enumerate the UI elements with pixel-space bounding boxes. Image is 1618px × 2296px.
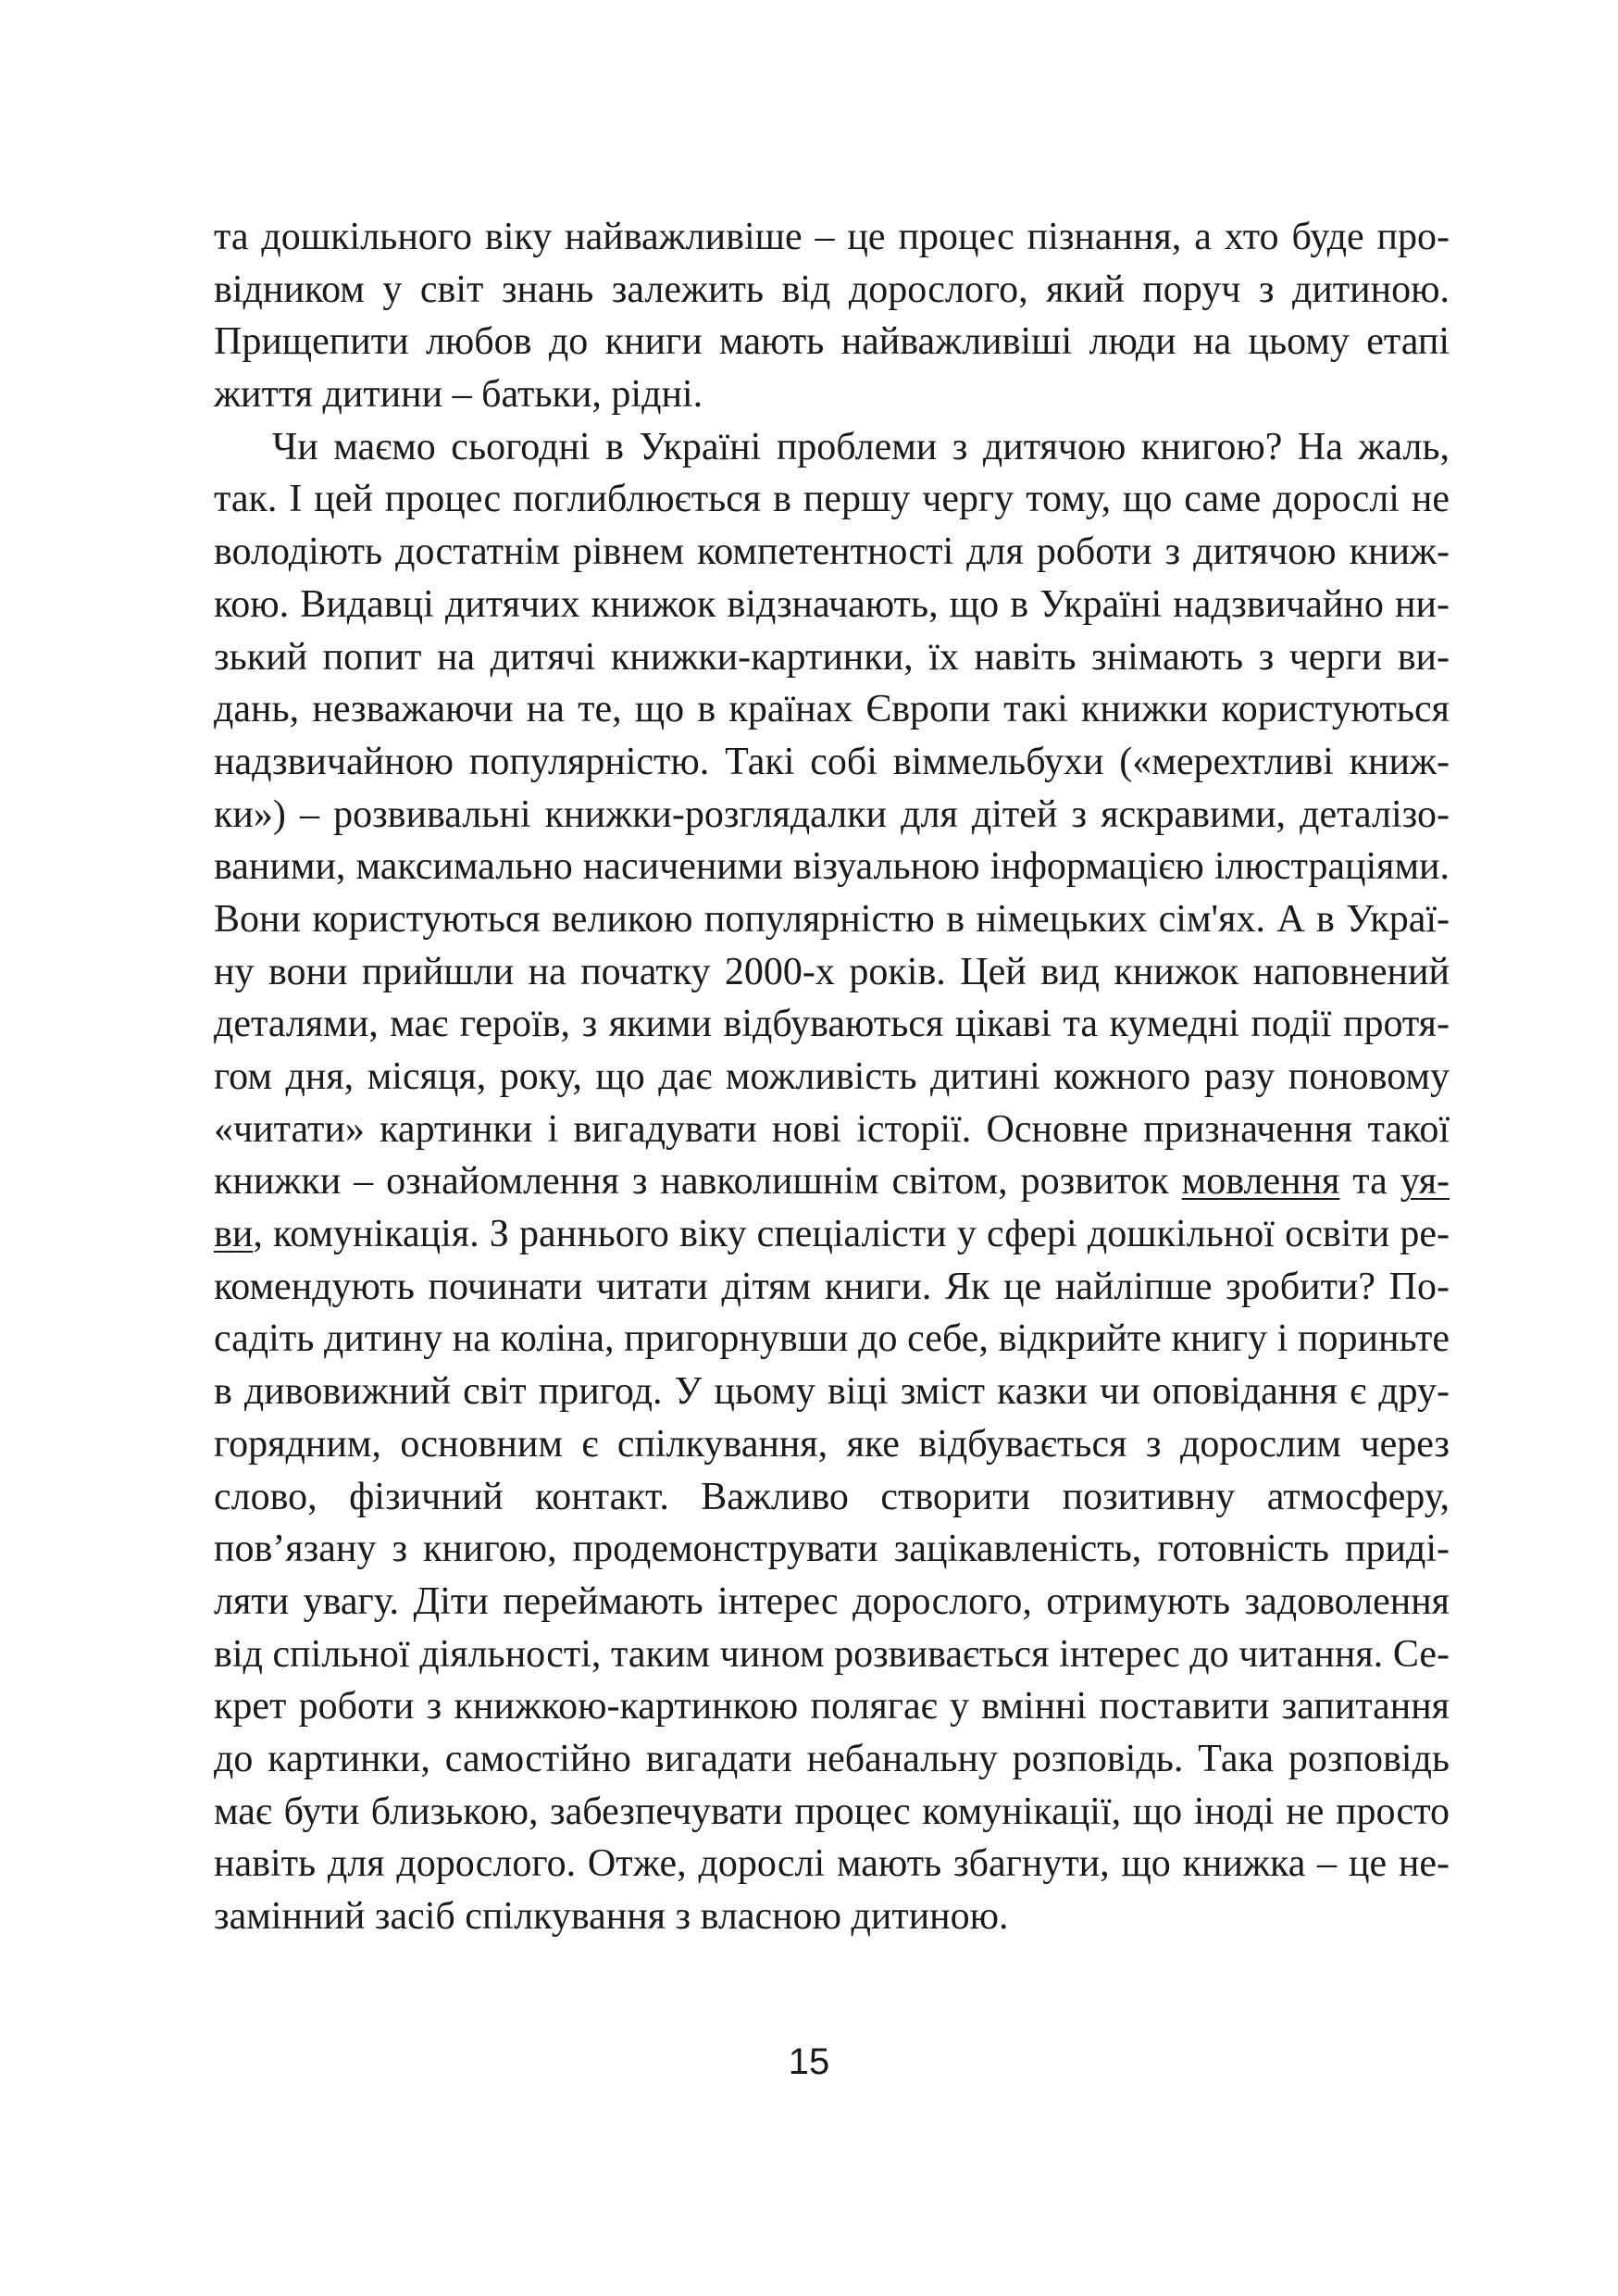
- text-line: від спільної діяльності, таким чином розвивається інтерес до читання. Се-: [214, 1632, 1450, 1676]
- text-line: життя дитини – батьки, рідні.: [214, 373, 703, 417]
- text-line-with-links: [214, 1155, 1450, 1208]
- text-line: пов’язану з книгою, продемонструвати зацікавленість, готовність приді-: [214, 1528, 1450, 1571]
- text-line: комендують починати читати дітям книги. Як це найліпше зробити? По-: [214, 1265, 1450, 1308]
- underlined-link-movlennia[interactable]: мовлення: [1181, 1160, 1340, 1204]
- text-segment: , комунікація. З раннього віку спеціалісти у сфері дошкільної освіти ре-: [253, 1213, 1450, 1256]
- text-line: в дивовижний світ пригод. У цьому віці зміст казки чи оповідання є дру-: [214, 1370, 1450, 1414]
- text-line: має бути близькою, забезпечувати процес комунікації, що іноді не просто: [214, 1790, 1450, 1833]
- text-line: деталями, має героїв, з якими відбуваються цікаві та кумедні події протя-: [214, 1003, 1450, 1046]
- text-line: володіють достатнім рівнем компетентності для роботи з дитячою книж-: [214, 530, 1450, 574]
- text-line: садіть дитину на коліна, пригорнувши до себе, відкрийте книгу і пориньте: [214, 1317, 1450, 1361]
- text-segment: книжки – ознайомлення з навколишнім світом, розвиток: [214, 1160, 1182, 1204]
- text-line: та дошкільного віку найважливіше – це процес пізнання, а хто буде про-: [214, 216, 1450, 258]
- text-line-with-links: [214, 1208, 1450, 1261]
- text-line: кою. Видавці дитячих книжок відзначають, що в Україні надзвичайно ни-: [214, 582, 1450, 626]
- text-line: ваними, максимально насиченими візуальною інформацією ілюстраціями.: [214, 845, 1450, 889]
- text-line: ну вони прийшли на початку 2000-х років. Цей вид книжок наповнений: [214, 950, 1450, 993]
- underlined-link-uiavy[interactable]: уя-: [1400, 1160, 1450, 1204]
- text-line: навіть для дорослого. Отже, дорослі мають збагнути, що книжка – це не-: [214, 1842, 1450, 1886]
- text-line: «читати» картинки і вигадувати нові історії. Основне призначення такої: [214, 1107, 1450, 1151]
- text-segment: та: [1339, 1160, 1400, 1204]
- text-line: гом дня, місяця, року, що дає можливість дитині кожного разу поновому: [214, 1055, 1450, 1098]
- text-line: крет роботи з книжкою-картинкою полягає у вмінні поставити запитання: [214, 1685, 1450, 1728]
- text-line: так. І цей процес поглиблюється в першу чергу тому, що саме дорослі не: [214, 478, 1450, 521]
- text-line: слово, фізичний контакт. Важливо створити позитивну атмосферу,: [214, 1475, 1450, 1518]
- underlined-link-uiavy-continued[interactable]: ви: [214, 1213, 254, 1256]
- text-line: до картинки, самостійно вигадати небанальну розповідь. Така розповідь: [214, 1737, 1450, 1780]
- text-line: замінний засіб спілкування з власною дитиною.: [214, 1895, 1009, 1938]
- text-line: Прищепити любов до книги мають найважливіші люди на цьому етапі: [214, 320, 1450, 364]
- text-line: надзвичайною популярністю. Такі собі віммельбухи («мерехтливі книж-: [214, 740, 1450, 783]
- body-text: [214, 211, 1450, 1943]
- text-line: ляти увагу. Діти переймають інтерес дорослого, отримують задоволення: [214, 1579, 1450, 1623]
- text-line: відником у світ знань залежить від дорослого, який поруч з дитиною.: [214, 268, 1450, 311]
- text-line: горядним, основним є спілкування, яке відбувається з дорослим через: [214, 1422, 1450, 1466]
- text-line: дань, незважаючи на те, що в країнах Європи такі книжки користуються: [214, 688, 1450, 731]
- page-number: 15: [788, 2041, 830, 2082]
- text-line: зький попит на дитячі книжки-картинки, їх навіть знімають з черги ви-: [214, 635, 1450, 679]
- text-line: Вони користуються великою популярністю в німецьких сім'ях. А в Украї-: [214, 897, 1450, 941]
- text-line: Чи маємо сьогодні в Україні проблеми з дитячою книгою? На жаль,: [272, 425, 1450, 468]
- text-line: ки») – розвивальні книжки-розглядалки для дітей з яскравими, деталізо-: [214, 792, 1450, 836]
